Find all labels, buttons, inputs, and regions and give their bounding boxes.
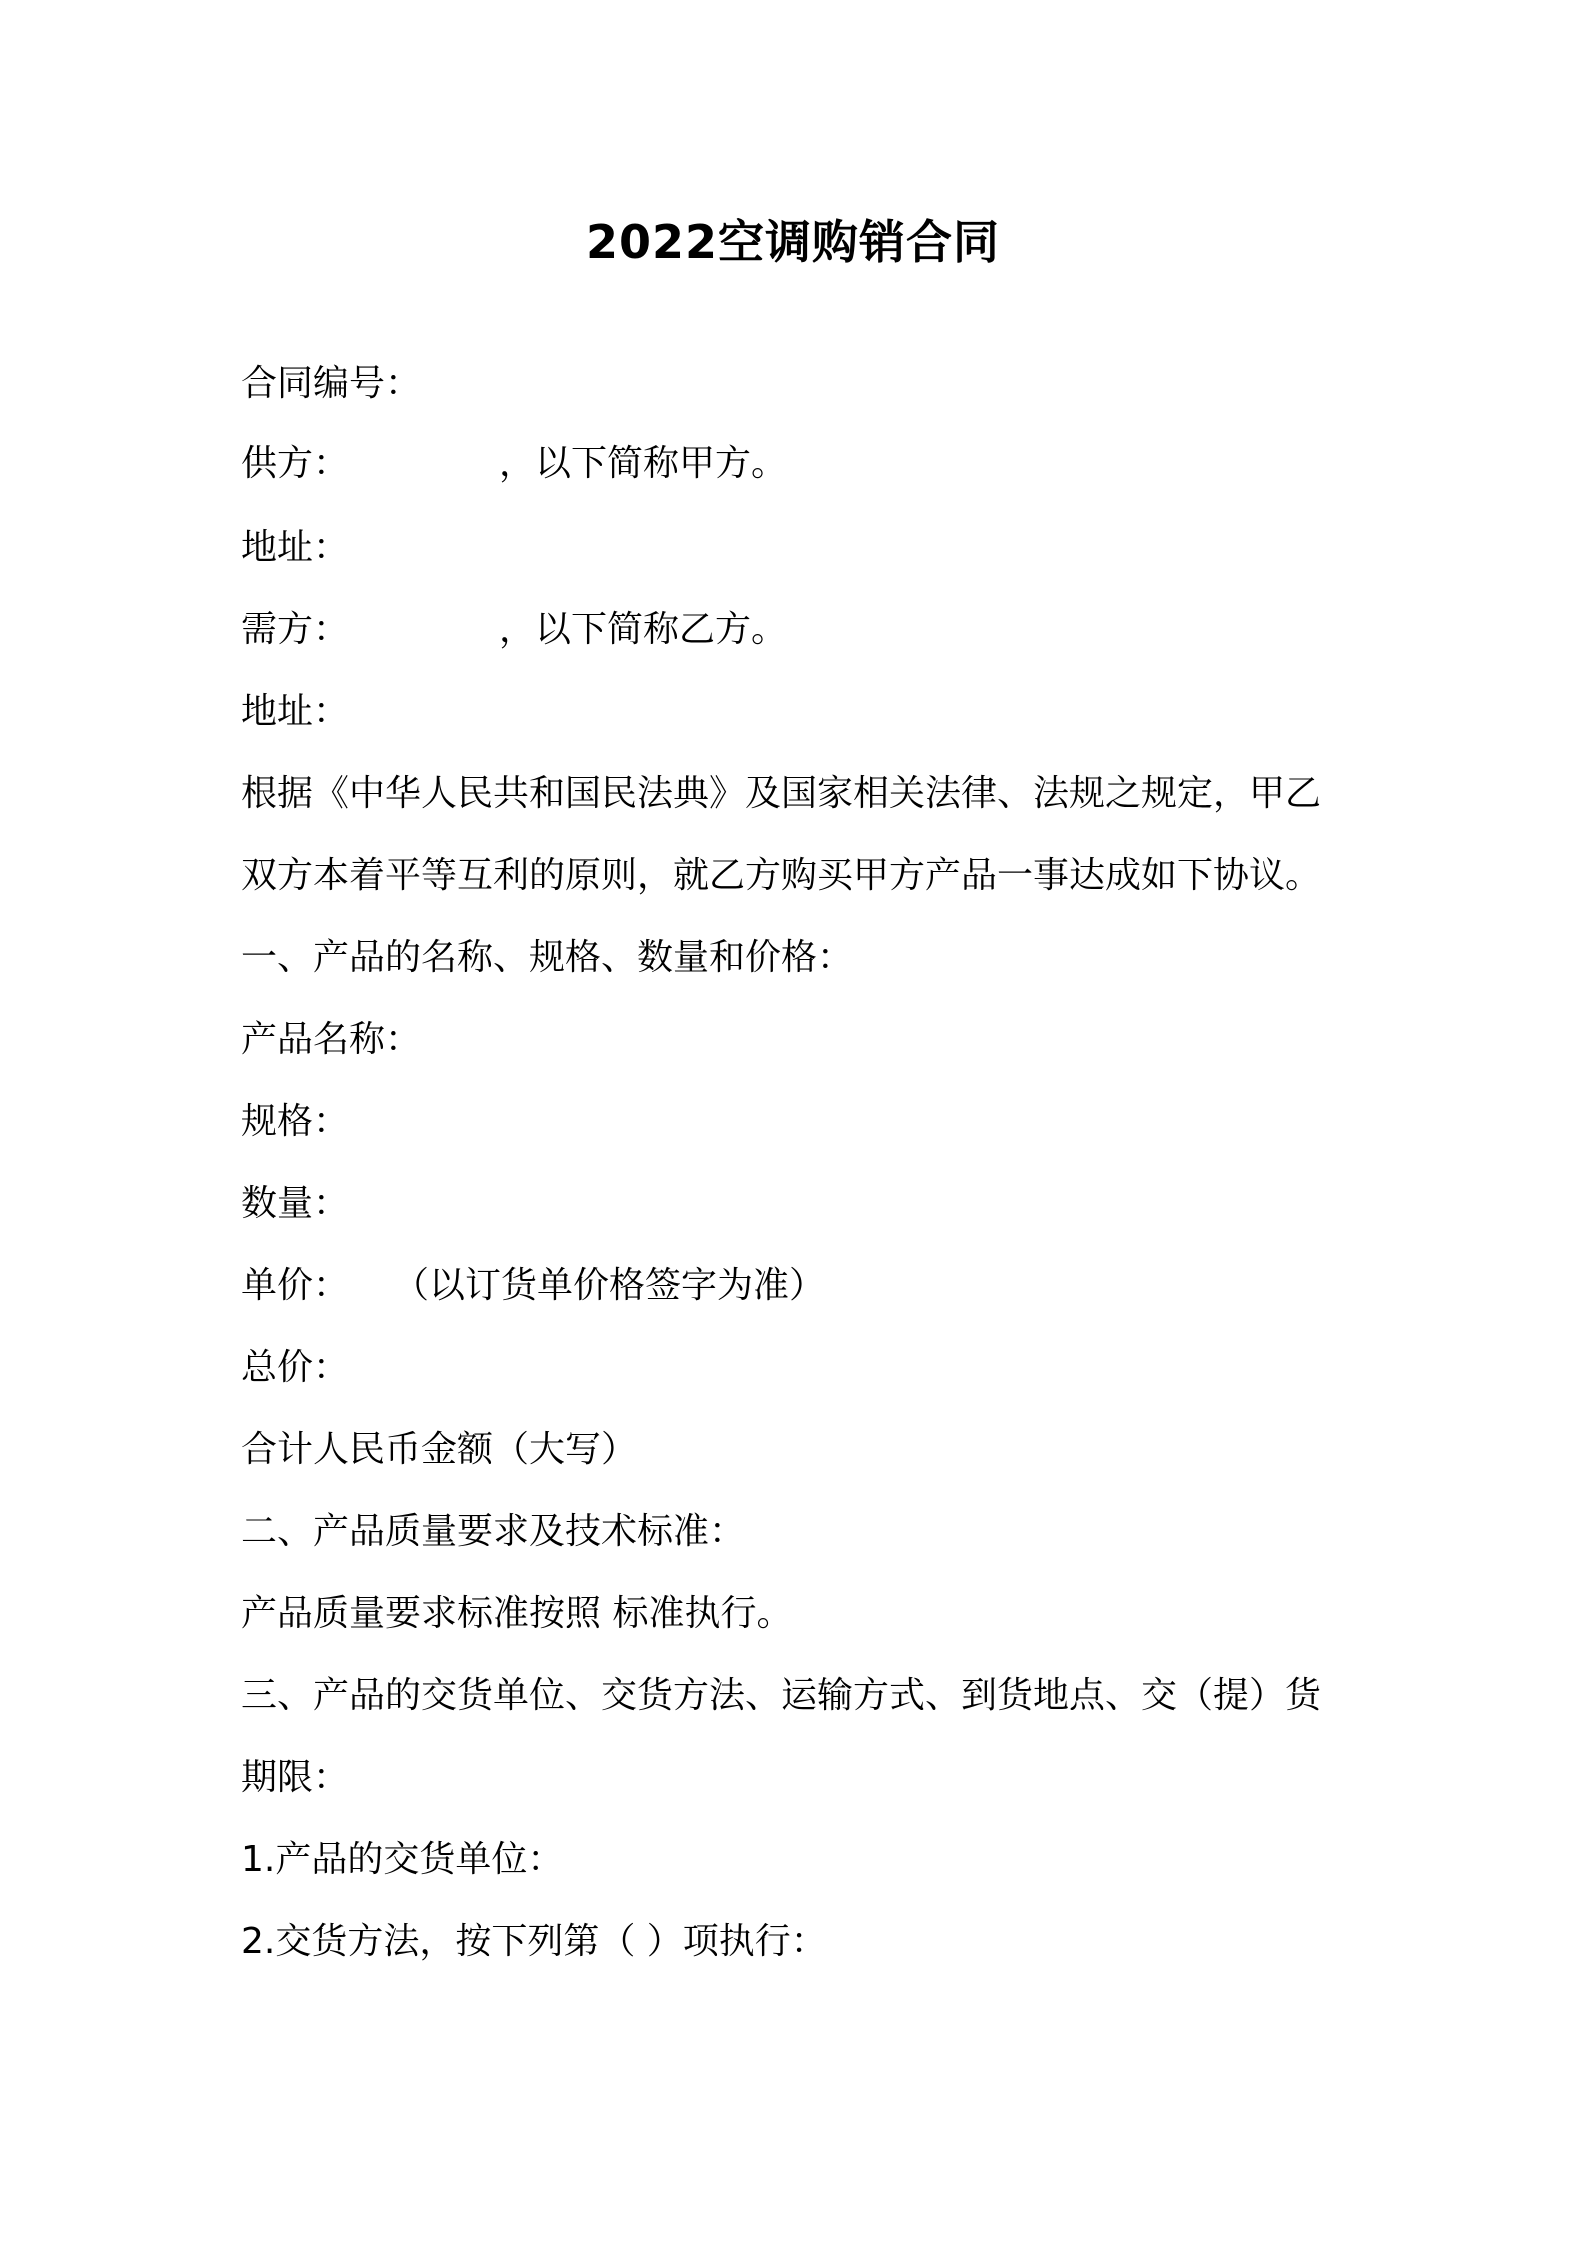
buyer-suffix: ，以下简称乙方。 <box>499 609 788 650</box>
section-2-title: 二、产品质量要求及技术标准： <box>241 1511 746 1552</box>
supplier-suffix: ，以下简称甲方。 <box>499 443 788 484</box>
total-price-label: 总价： <box>241 1347 350 1388</box>
section-3-title-line-1 <box>241 1672 1361 1720</box>
item-2: 2.交货方法，按下列第（ ）项执行： <box>241 1921 827 1962</box>
quality-standard-text: 产品质量要求标准按照 标准执行。 <box>241 1593 793 1634</box>
unit-price-label: 单价： <box>241 1265 350 1306</box>
spec-label: 规格： <box>241 1101 350 1142</box>
intro-paragraph-line-2 <box>241 852 1361 900</box>
intro-text-1: 根据《中华人民共和国民法典》及国家相关法律、法规之规定，甲乙 <box>241 773 1322 814</box>
section-3-title-line-2: 期限： <box>241 1757 350 1798</box>
intro-paragraph-line-1 <box>241 770 1361 818</box>
buyer-label: 需方： <box>241 609 350 650</box>
supplier-line <box>241 440 1361 488</box>
intro-text-2: 双方本着平等互利的原则，就乙方购买甲方产品一事达成如下协议。 <box>241 855 1322 896</box>
contract-number-label: 合同编号： <box>241 363 422 404</box>
unit-price-note: （以订货单价格签字为准） <box>393 1265 826 1306</box>
buyer-address-label: 地址： <box>241 691 350 732</box>
quantity-label: 数量： <box>241 1183 350 1224</box>
supplier-address-label: 地址： <box>241 527 350 568</box>
item-1: 1.产品的交货单位： <box>241 1839 564 1880</box>
rmb-total-label: 合计人民币金额（大写） <box>241 1429 638 1470</box>
supplier-label: 供方： <box>241 443 350 484</box>
section-3-title-text-1: 三、产品的交货单位、交货方法、运输方式、到货地点、交（提）货 <box>241 1675 1322 1716</box>
document-title: 2022空调购销合同 <box>585 215 1001 269</box>
product-name-label: 产品名称： <box>241 1019 422 1060</box>
buyer-line <box>241 606 1361 654</box>
unit-price-line <box>241 1262 1361 1310</box>
section-1-title: 一、产品的名称、规格、数量和价格： <box>241 937 854 978</box>
